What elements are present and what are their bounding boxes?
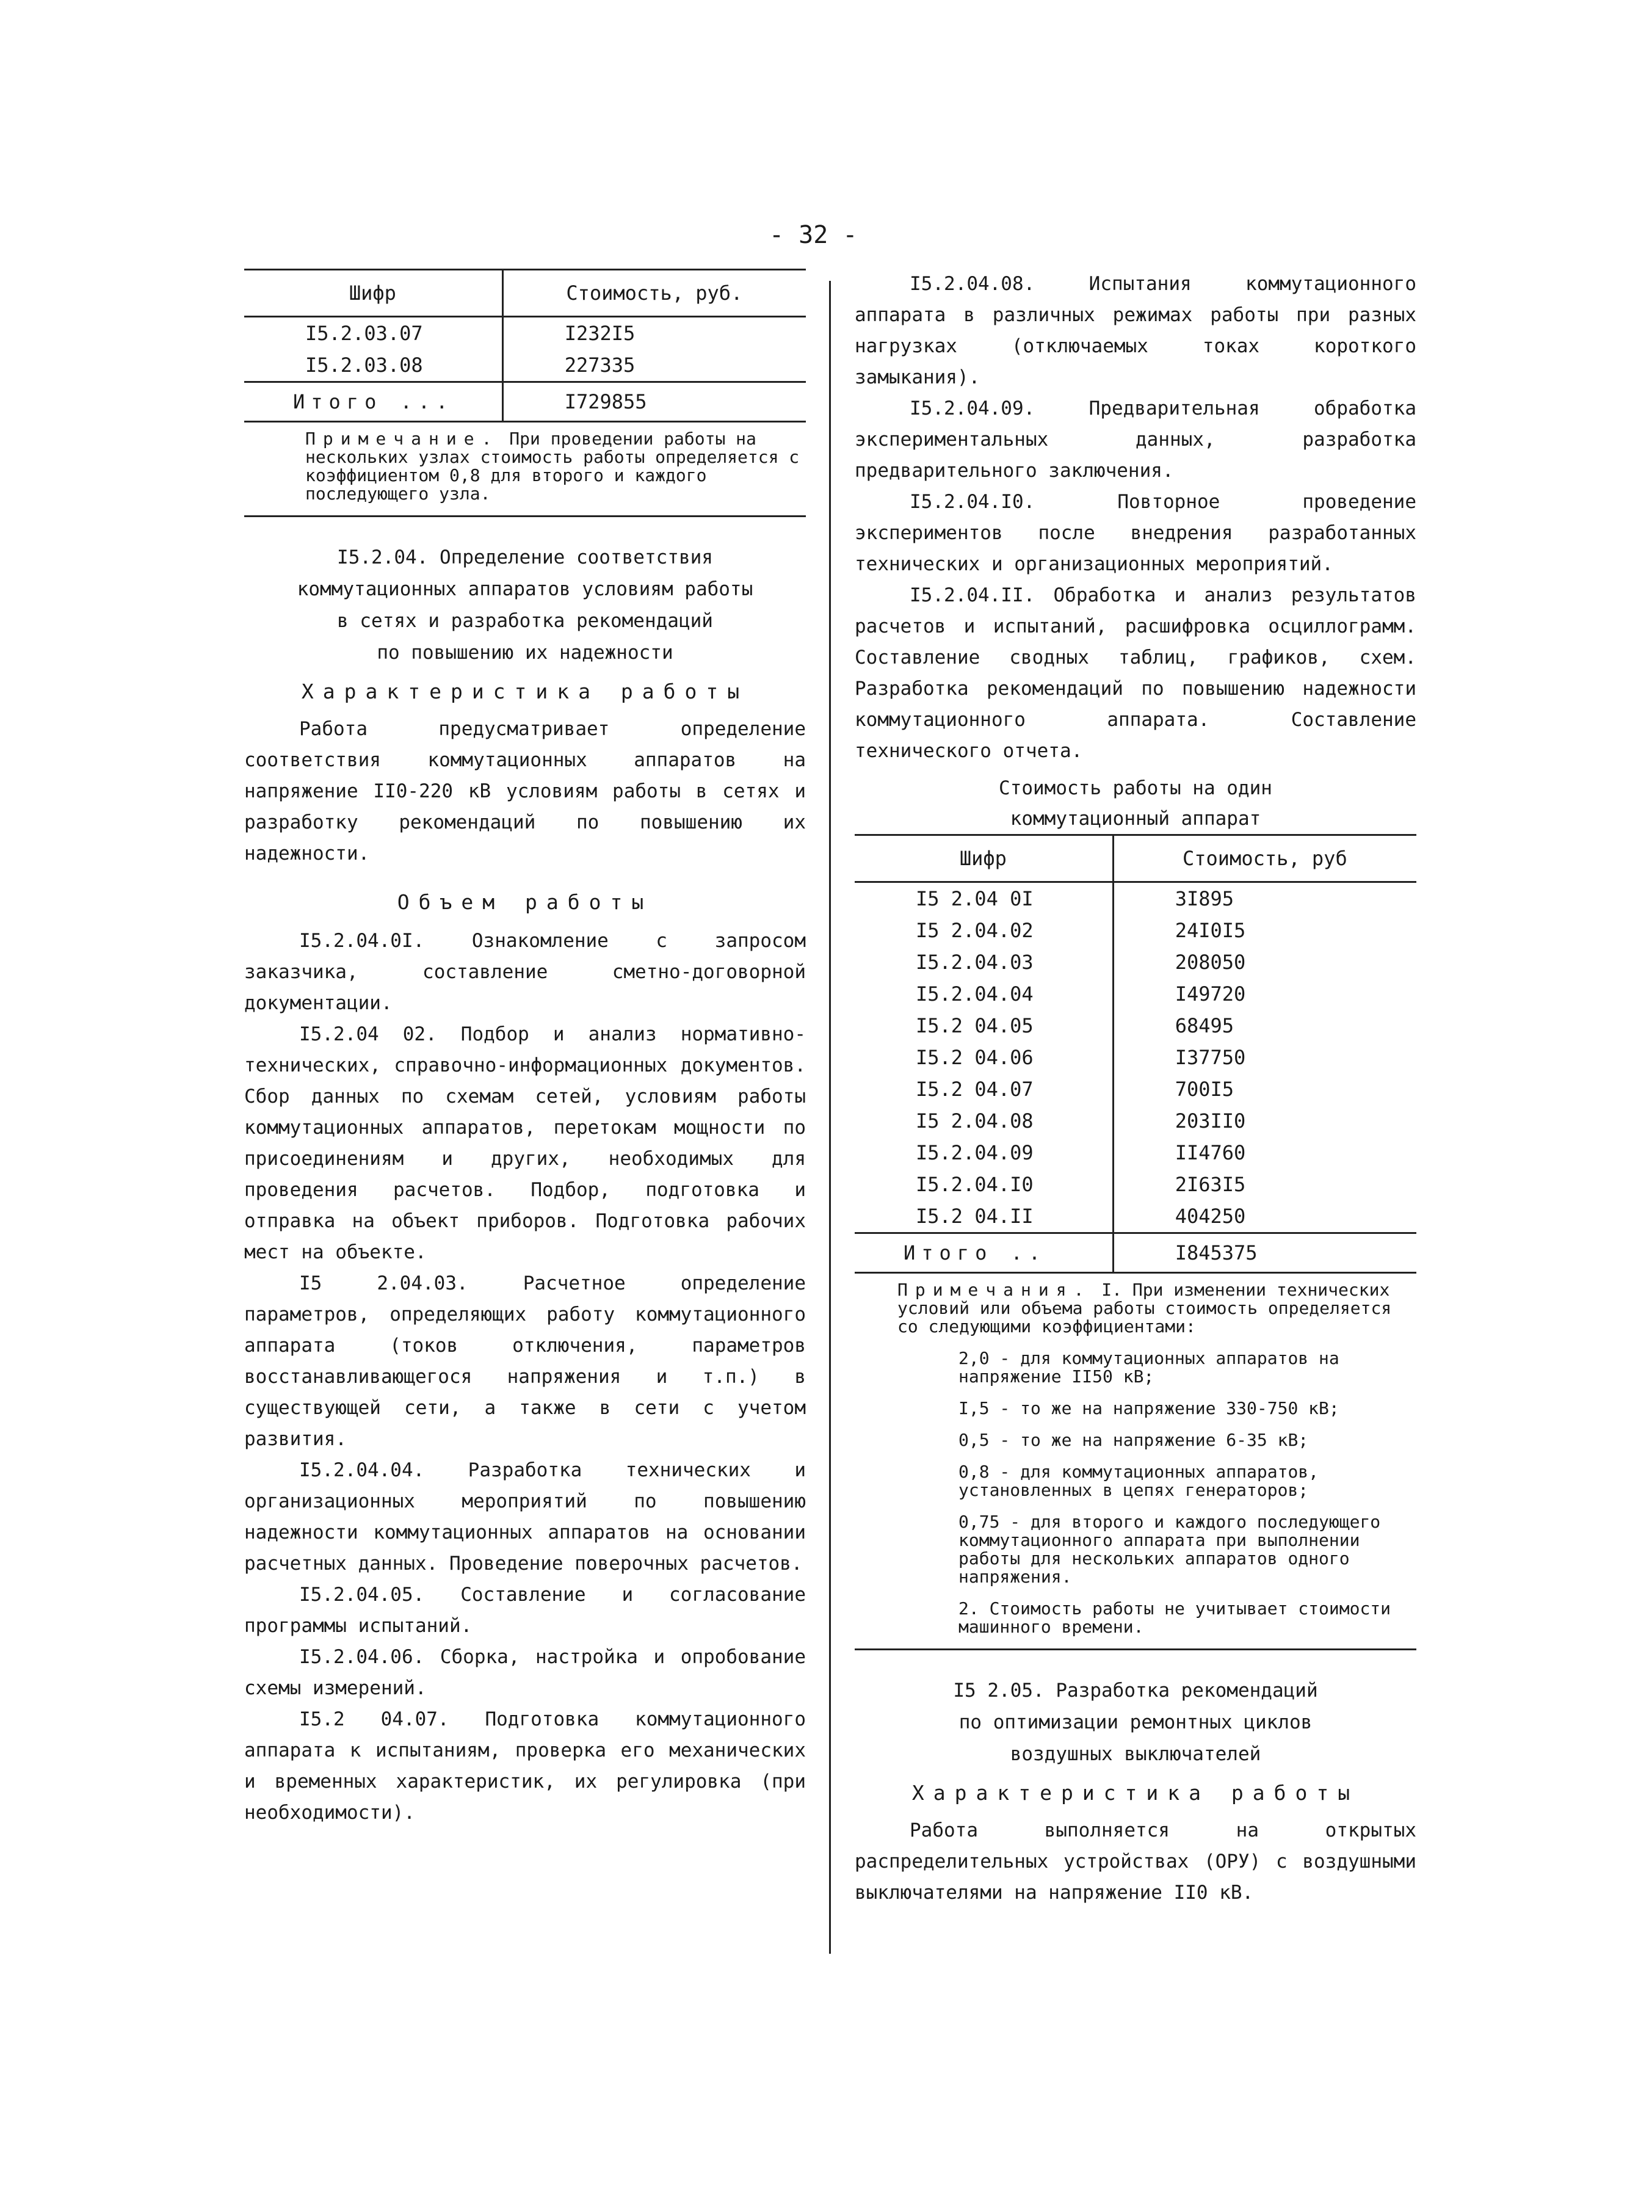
- row-code: I5.2.04.04: [916, 982, 1034, 1006]
- work-item: I5.2.04.I0. Повторное проведение экспериментов после внедрения разработанных технических и организационных мероприятий.: [855, 491, 1416, 575]
- section-heading-1524: [244, 542, 806, 669]
- row-code: I5.2.04.I0: [916, 1173, 1034, 1196]
- section-heading-1525: [855, 1675, 1416, 1770]
- row-cost: 208050: [1113, 946, 1416, 978]
- total-value: I845375: [1113, 1233, 1416, 1273]
- heading-line: I5.2.04. Определение соответствия: [337, 546, 713, 568]
- row-cost: 203II0: [1113, 1105, 1416, 1137]
- table-row: [855, 882, 1416, 915]
- row-code: I5.2 04.07: [916, 1078, 1034, 1101]
- note-text: При проведении работы на нескольких узлах стоимость работы определяется с коэффициентом 0,8 для второго и каждого последующего узла.: [305, 429, 800, 504]
- note-label: Примечание.: [305, 429, 499, 449]
- left-note: [244, 422, 806, 517]
- table-row: [855, 915, 1416, 946]
- volume-title: Объем работы: [397, 890, 653, 914]
- work-item: I5.2.04.II. Обработка и анализ результатов расчетов и испытаний, расшифровка осциллограмм. Составление сводных таблиц, графиков, схем. Разработка рекомендаций по повышению надежности коммутационного аппарата. Составление технического отчета.: [855, 584, 1416, 762]
- work-item: I5.2.04.05. Составление и согласование программы испытаний.: [244, 1584, 806, 1637]
- header-code: Шифр: [244, 270, 502, 317]
- table-row: [244, 317, 806, 350]
- work-item: I5.2.04.06. Сборка, настройка и опробование схемы измерений.: [244, 1646, 806, 1699]
- total-value: I729855: [502, 382, 806, 422]
- table-row: [855, 1137, 1416, 1169]
- heading-line: в сетях и разработка рекомендаций: [337, 610, 713, 632]
- row-code: I5.2.04.03: [916, 951, 1034, 974]
- row-cost: II4760: [1113, 1137, 1416, 1169]
- note-intro: I. При изменении технических условий или объема работы стоимость определяется со следующими коэффициентами:: [897, 1280, 1392, 1336]
- table-row: [855, 1105, 1416, 1137]
- right-note: [855, 1274, 1416, 1650]
- table-row: [855, 1073, 1416, 1105]
- row-code: I5.2.03.07: [305, 322, 423, 345]
- row-code: I5 2.04 0I: [916, 887, 1034, 910]
- table-row: [855, 1200, 1416, 1233]
- table-row: [855, 1042, 1416, 1073]
- row-cost: I232I5: [502, 317, 806, 350]
- table-caption: [855, 773, 1416, 834]
- row-code: I5.2 04.06: [916, 1046, 1034, 1069]
- table-row: [855, 978, 1416, 1010]
- row-cost: 24I0I5: [1113, 915, 1416, 946]
- characteristic-text: Работа предусматривает определение соответствия коммутационных аппаратов на напряжение II0-220 кВ условиям работы в сетях и разработку рекомендаций по повышению их надежности.: [244, 718, 806, 865]
- table-row: [244, 349, 806, 382]
- note-label: Примечания.: [897, 1280, 1092, 1300]
- heading-line: воздушных выключателей: [1010, 1743, 1261, 1765]
- note-item: I,5 - то же на напряжение 330-750 кВ;: [958, 1398, 1339, 1418]
- page-number: - 32 -: [769, 221, 858, 249]
- row-cost: 227335: [502, 349, 806, 382]
- heading-line: по повышению их надежности: [377, 642, 673, 664]
- header-cost: Стоимость, руб.: [502, 270, 806, 317]
- total-label: Итого ...: [244, 382, 502, 422]
- heading-line: коммутационных аппаратов условиям работы: [297, 578, 753, 600]
- work-item: I5.2.04.08. Испытания коммутационного аппарата в различных режимах работы при разных нагрузках (отключаемых токах короткого замыкания).: [855, 273, 1416, 388]
- table-header-row: [855, 835, 1416, 882]
- table-total-row: [244, 382, 806, 422]
- row-code: I5 2.04.02: [916, 919, 1034, 942]
- work-item: I5 2.04.03. Расчетное определение параметров, определяющих работу коммутационного аппарата (токов отключения, параметров восстанавливающегося напряжения и т.п.) в существующей сети, а также в сети с учетом развития.: [244, 1272, 806, 1450]
- cost-table-1524: [855, 834, 1416, 1274]
- table-row: [855, 1010, 1416, 1042]
- row-code: I5.2.04.09: [916, 1141, 1034, 1164]
- note-item: 2. Стоимость работы не учитывает стоимости машинного времени.: [958, 1598, 1391, 1637]
- work-item: I5.2.04 02. Подбор и анализ нормативно-технических, справочно-информационных документов. Сбор данных по схемам сетей, условиям работы коммутационных аппаратов, перетокам мощности по присоединениям и других, необходимых для проведения расчетов. Подбор, подготовка и отправка на объект приборов. Подготовка рабочих мест на объекте.: [244, 1023, 806, 1263]
- total-label: Итого ..: [855, 1233, 1113, 1273]
- note-item: 0,75 - для второго и каждого последующего коммутационного аппарата при выполнении работы для нескольких аппаратов одного напряжения.: [958, 1512, 1381, 1587]
- row-cost: I49720: [1113, 978, 1416, 1010]
- row-cost: 700I5: [1113, 1073, 1416, 1105]
- column-divider: [829, 281, 831, 1954]
- work-item: I5.2.04.0I. Ознакомление с запросом заказчика, составление сметно-договорной документации.: [244, 930, 806, 1014]
- row-code: I5.2 04.II: [916, 1205, 1034, 1228]
- left-column: [244, 269, 806, 1829]
- row-cost: 404250: [1113, 1200, 1416, 1233]
- row-cost: I37750: [1113, 1042, 1416, 1073]
- row-code: I5 2.04.08: [916, 1109, 1034, 1133]
- cost-table-1523: [244, 269, 806, 422]
- right-column: [855, 269, 1416, 1909]
- note-item: 2,0 - для коммутационных аппаратов на напряжение II50 кВ;: [958, 1348, 1339, 1387]
- characteristic-text: Работа выполняется на открытых распределительных устройствах (ОРУ) с воздушными выключателями на напряжение II0 кВ.: [855, 1819, 1416, 1904]
- row-cost: 3I895: [1113, 882, 1416, 915]
- work-item: I5.2 04.07. Подготовка коммутационного аппарата к испытаниям, проверка его механических и временных характеристик, их регулировка (при необходимости).: [244, 1708, 806, 1824]
- header-cost: Стоимость, руб: [1113, 835, 1416, 882]
- work-item: I5.2.04.09. Предварительная обработка экспериментальных данных, разработка предварительного заключения.: [855, 397, 1416, 482]
- header-code: Шифр: [855, 835, 1113, 882]
- heading-line: по оптимизации ремонтных циклов: [958, 1711, 1313, 1733]
- row-cost: 68495: [1113, 1010, 1416, 1042]
- caption-line: коммутационный аппарат: [1010, 808, 1261, 830]
- row-code: I5.2 04.05: [916, 1014, 1034, 1037]
- row-cost: 2I63I5: [1113, 1169, 1416, 1200]
- characteristic-title: Характеристика работы: [911, 1781, 1360, 1805]
- note-item: 0,8 - для коммутационных аппаратов, установленных в цепях генераторов;: [958, 1462, 1319, 1500]
- note-item: 0,5 - то же на напряжение 6-35 кВ;: [958, 1430, 1309, 1450]
- work-item: I5.2.04.04. Разработка технических и организационных мероприятий по повышению надежности коммутационных аппаратов на основании расчетных данных. Проведение поверочных расчетов.: [244, 1459, 806, 1575]
- table-row: [855, 1169, 1416, 1200]
- table-row: [855, 946, 1416, 978]
- row-code: I5.2.03.08: [305, 354, 423, 377]
- heading-line: I5 2.05. Разработка рекомендаций: [953, 1680, 1318, 1702]
- caption-line: Стоимость работы на один: [999, 777, 1272, 799]
- table-header-row: [244, 270, 806, 317]
- characteristic-title: Характеристика работы: [301, 680, 749, 703]
- table-total-row: [855, 1233, 1416, 1273]
